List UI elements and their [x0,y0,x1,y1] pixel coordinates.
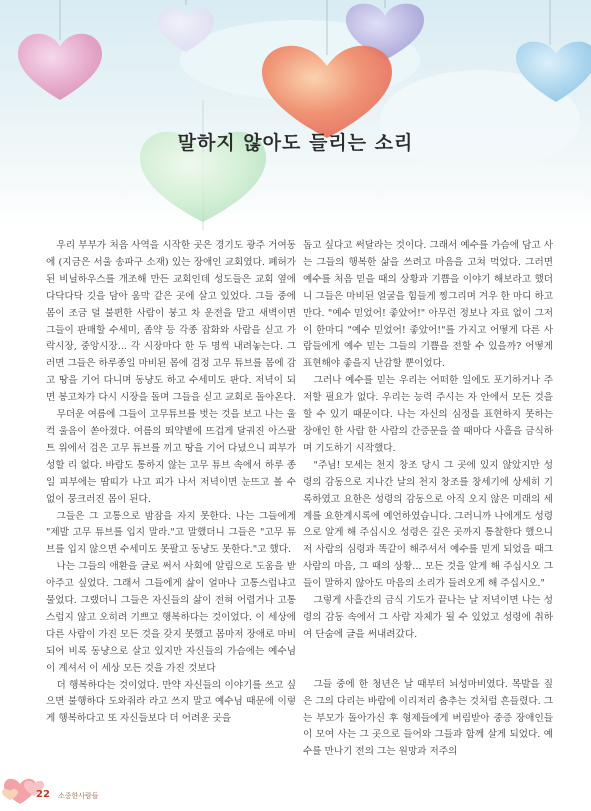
hearts-illustration-svg [0,0,591,230]
magazine-name: 소중한사람들 [58,792,99,800]
article-title: 말하지 않아도 들리는 소리 [177,132,414,154]
hearts-banner-illustration [0,0,591,230]
paragraph: 돕고 싶다고 써달라는 것이다. 그래서 예수를 가슴에 담고 사는 그들의 행복한 삶을 쓰려고 마음을 고쳐 먹었다. 그러면 예수를 처음 믿을 때의 상황과 기쁨을 이야기 해보라고 했더니 그들은 마비된 얼굴을 힘들게 찡그리며 겨우 한 마디 하고 만다. "예수 믿었어! 좋았어!" 아무런 정보나 자료 없이 그저 이 한마디 "예수 믿었어! 좋았어!"를 가지고 어떻게 다른 사람들에게 예수 믿는 그들의 기쁨을 전할 수 있을까? 어떻게 표현해야 좋을지 난감할 뿐이었다. [303,240,553,370]
footer-hearts-decoration [0,770,140,807]
paragraph: "주님! 모세는 천지 창조 당시 그 곳에 있지 않았지만 성령의 감동으로 지나간 날의 천지 창조를 창세기에 상세히 기록하였고 요한은 성령의 감동으로 아직 오지 않은 미래의 세계를 요한계시록에 예언하였습니다. 그러니까 나에게도 성령으로 알게 해 주십시오 성령은 깊은 곳까지 통찰한다 했으니저 사람의 심령과 똑같이 해주셔서 예수를 믿게 되었을 때그 사람의 마음, 그 때의 상황... 모든 것을 알게 해 주십시오 그들이 말하지 않아도 마음의 소리가 들려오게 해 주십시오." [303,459,553,590]
paragraph: 무더운 여름에 그들이 고무튜브를 벗는 것을 보고 나는 울컥 울음이 쏟아졌다. 여름의 뙤약볕에 뜨겁게 달궈진 아스팔트 위에서 검은 고무 튜브를 끼고 땅을 기어 다녔으니 피부가 성할 리 없다. 바람도 통하지 않는 고무 튜브 속에서 하루 종일 피부에는 땀띠가 나고 피가 나서 저녁이면 눈뜨고 볼 수 없이 뭉크러진 몸이 된다. [46,409,296,505]
paragraph: 그렇게 사흘간의 금식 기도가 끝나는 날 저녁이면 나는 성령의 감동 속에서 그 사람 자체가 될 수 있었고 성령에 취하여 단숨에 글을 써내려갔다. [303,595,553,640]
paragraph: 그러나 예수를 믿는 우리는 어떠한 일에도 포기하거나 주저할 필요가 없다. 우리는 능력 주시는 자 안에서 모든 것을 할 수 있기 때문이다. 나는 자신의 심정을 표현하지 못하는 장애인 한 사람 한 사람의 간증문을 쓸 때마다 사흘을 금식하며 기도하기 시작했다. [303,375,553,454]
footer-hearts-svg [0,770,140,807]
page-number: 22 [36,789,50,800]
article-column-right [303,238,553,761]
paragraph: 더 행복하다는 것이었다. 만약 자신들의 이야기를 쓰고 싶으면 불행하다 도와줘라 라고 쓰지 말고 예수님 때문에 이렇게 행복하다고 또 자신들보다 더 어려운 곳을 [46,679,296,725]
pink-heart-icon [18,34,102,100]
paragraph: 그들은 그 고통으로 밤잠을 자지 못한다. 나는 그들에게 "제발 고무 튜브를 입지 말라."고 말했더니 그들은 "고무 튜브를 입지 않으면 수세미도 못팔고 동냥도 못한다."고 했다. [46,510,296,556]
paragraph: 우리 부부가 처음 사역을 시작한 곳은 경기도 광주 거여동에 (지금은 서울 송파구 소재) 있는 장애인 교회였다. 폐허가 된 비닐하우스를 개조해 만든 교회인데 성도들은 교회 옆에 다닥다닥 깃을 담아 움막 같은 곳에 살고 있었다. 그들 중에 몸이 조금 덜 불편한 사람이 붕고 차 운전을 맡고 새벽이면 그들이 판매할 수세미, 좀약 등 각종 잡화와 사람을 싣고 가락시장, 중앙시장... 각 시장마다 한 두 명씩 내려놓는다. 그러면 그들은 하루종일 마비된 몸에 검정 고무 튜브를 몸에 감고 땅을 기어 다니며 동냥도 하고 수세미도 판다. 저녁이 되면 봉고차가 다시 시장을 돌며 그들을 싣고 교회로 돌아온다. [46,240,296,404]
article-column-left [46,238,296,728]
paragraph: 나는 그들의 애환을 글로 써서 사회에 알림으로 도움을 받아주고 싶었다. 그래서 그들에게 삶이 얼마나 고통스럽냐고 물었다. 그랬더니 그들은 자신들의 삶이 전혀 어렵거나 고통스럽지 않고 오히려 기쁘고 행복하다는 것이었다. 이 세상에 다른 사람이 가진 모든 것을 갖지 못했고 몸마저 장애로 마비되어 비록 동냥으로 살고 있지만 자신들의 가슴에는 예수님이 계셔서 이 세상 모든 것을 가진 것보다 [46,561,296,674]
paragraph: 그들 중에 한 청년은 날 때부터 뇌성마비였다. 목발을 짚은 그의 다리는 바람에 이리저리 춤추는 것처럼 흔들렸다. 그는 부모가 돌아가신 후 형제들에게 버림받아 중증 장애인들이 모여 사는 그 곳으로 들어와 그들과 함께 살게 되었다. 예수를 만나기 전의 그는 원망과 저주의 [303,678,553,758]
